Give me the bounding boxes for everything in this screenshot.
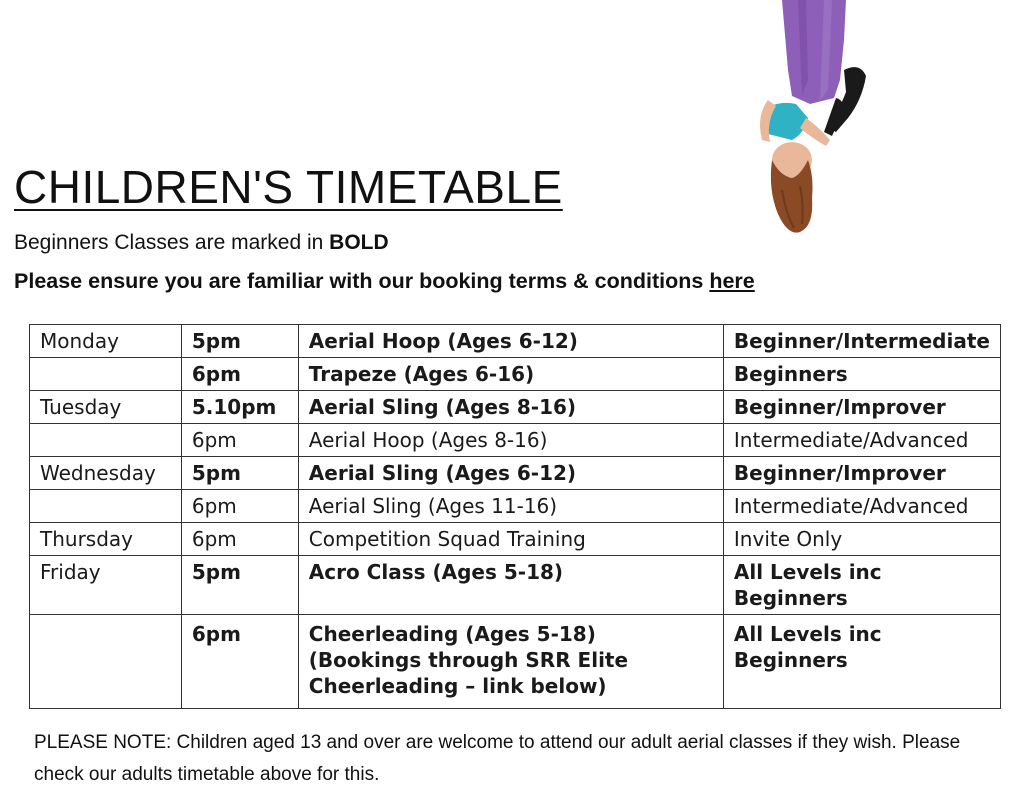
- class-cell: [298, 457, 723, 490]
- level-cell: All Levels inc Beginners: [723, 556, 1000, 615]
- time-cell: 6pm: [181, 358, 298, 391]
- class-cell: [298, 391, 723, 424]
- table-row: [30, 391, 1001, 424]
- level-cell: Intermediate/Advanced: [723, 490, 1000, 523]
- class-line: Cheerleading (Ages 5-18): [308, 622, 596, 646]
- table-row: [30, 490, 1001, 523]
- table-row: [30, 424, 1001, 457]
- day-cell: [30, 490, 182, 523]
- class-line: Acro Class (Ages 5-18): [308, 560, 564, 584]
- day-cell: Thursday: [30, 523, 182, 556]
- class-cell: [298, 325, 723, 358]
- day-cell: [30, 615, 182, 709]
- terms-text: Please ensure you are familiar with our booking terms & conditions: [14, 269, 704, 293]
- timetable: [29, 324, 1001, 709]
- class-cell: [298, 556, 723, 615]
- page-title: CHILDREN'S TIMETABLE: [14, 161, 563, 213]
- class-line: Cheerleading – link below): [308, 674, 607, 698]
- class-cell: [298, 523, 723, 556]
- timetable-body: [30, 325, 1001, 709]
- beginners-note-text: Beginners Classes are marked in: [14, 231, 324, 254]
- day-cell: Friday: [30, 556, 182, 615]
- level-cell: Invite Only: [723, 523, 1000, 556]
- class-cell: [298, 358, 723, 391]
- time-cell: 6pm: [181, 615, 298, 709]
- table-row: [30, 523, 1001, 556]
- table-row: [30, 457, 1001, 490]
- day-cell: Tuesday: [30, 391, 182, 424]
- time-cell: 6pm: [181, 523, 298, 556]
- level-cell: All Levels inc Beginners: [723, 615, 1000, 709]
- level-cell: Beginner/Improver: [723, 391, 1000, 424]
- please-note: PLEASE NOTE: Children aged 13 and over are welcome to attend our adult aerial classes if they wish. Please check our adults timetable above for this.: [34, 732, 961, 785]
- table-row: [30, 556, 1001, 615]
- class-line: (Bookings through SRR Elite: [308, 648, 629, 672]
- beginners-note: [14, 231, 389, 255]
- table-row: [30, 615, 1001, 709]
- class-line: Trapeze (Ages 6-16): [308, 362, 535, 386]
- day-cell: [30, 358, 182, 391]
- aerial-silk-performer-icon: [748, 0, 878, 240]
- level-cell: Beginners: [723, 358, 1000, 391]
- class-line: Aerial Hoop (Ages 6-12): [308, 329, 578, 353]
- time-cell: 5.10pm: [181, 391, 298, 424]
- time-cell: 6pm: [181, 490, 298, 523]
- class-cell: [298, 424, 723, 457]
- class-cell: [298, 615, 723, 709]
- class-line: Aerial Sling (Ages 11-16): [308, 494, 558, 518]
- day-cell: Wednesday: [30, 457, 182, 490]
- table-row: [30, 358, 1001, 391]
- class-line: Competition Squad Training: [308, 527, 586, 551]
- beginners-note-bold: BOLD: [329, 231, 389, 254]
- terms-line: [14, 269, 755, 294]
- class-cell: [298, 490, 723, 523]
- table-row: [30, 325, 1001, 358]
- day-cell: [30, 424, 182, 457]
- time-cell: 5pm: [181, 556, 298, 615]
- time-cell: 5pm: [181, 325, 298, 358]
- terms-link[interactable]: here: [709, 269, 755, 293]
- class-line: Aerial Sling (Ages 8-16): [308, 395, 577, 419]
- time-cell: 5pm: [181, 457, 298, 490]
- level-cell: Beginner/Improver: [723, 457, 1000, 490]
- day-cell: Monday: [30, 325, 182, 358]
- level-cell: Intermediate/Advanced: [723, 424, 1000, 457]
- time-cell: 6pm: [181, 424, 298, 457]
- class-line: Aerial Hoop (Ages 8-16): [308, 428, 548, 452]
- level-cell: Beginner/Intermediate: [723, 325, 1000, 358]
- class-line: Aerial Sling (Ages 6-12): [308, 461, 577, 485]
